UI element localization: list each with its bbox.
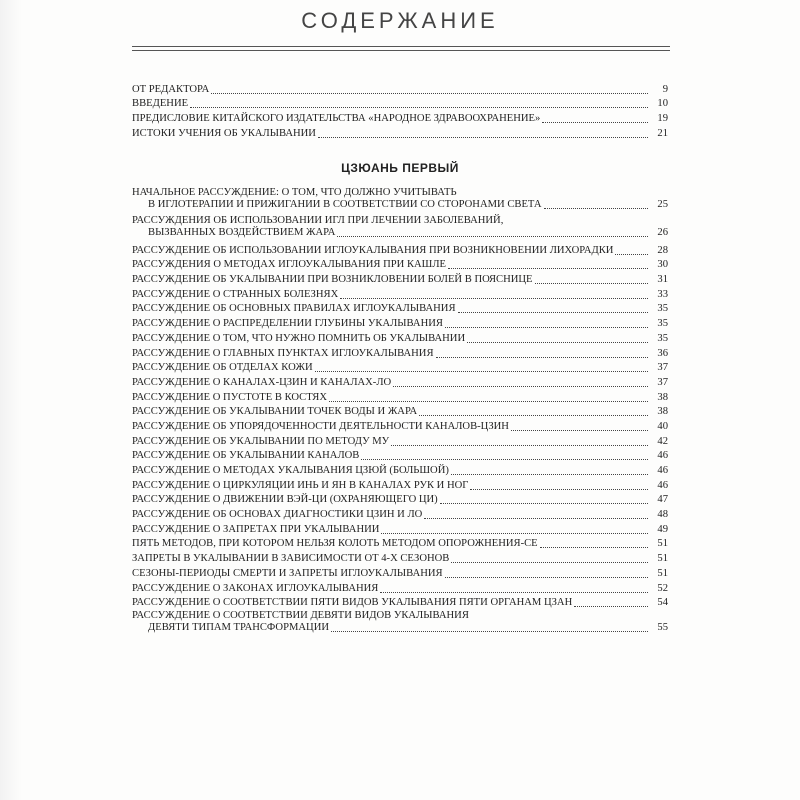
title-rule-bottom: [132, 50, 670, 51]
toc-page-number: 46: [657, 465, 668, 476]
toc-entry[interactable]: [132, 215, 668, 240]
toc-page-number: 21: [657, 127, 668, 139]
dot-leader: [445, 577, 648, 578]
dot-leader: [424, 518, 648, 519]
toc-page-number: 35: [657, 332, 668, 344]
toc-entry[interactable]: [132, 331, 668, 346]
entry-spacer: [132, 635, 668, 638]
toc-entry-title: ПЯТЬ МЕТОДОВ, ПРИ КОТОРОМ НЕЛЬЗЯ КОЛОТЬ МЕТОДОМ ОПОРОЖНЕНИЯ-СЕ: [132, 538, 538, 550]
toc-entry[interactable]: [132, 258, 668, 273]
toc-page-number: 33: [657, 288, 668, 300]
toc-entry[interactable]: [132, 126, 668, 141]
toc-entry-title-line1: РАССУЖДЕНИЕ О СООТВЕТСТВИИ ДЕВЯТИ ВИДОВ УКАЛЫВАНИЯ: [132, 610, 469, 622]
toc-entry[interactable]: [132, 405, 668, 420]
toc-entry-title: РАССУЖДЕНИЕ О РАСПРЕДЕЛЕНИИ ГЛУБИНЫ УКАЛЫВАНИЯ: [132, 318, 443, 330]
toc-intro-section: [132, 82, 668, 141]
dot-leader: [574, 606, 648, 607]
toc-entry[interactable]: [132, 243, 668, 258]
dot-leader: [391, 445, 648, 446]
toc-entry[interactable]: [132, 287, 668, 302]
toc-page-number: 49: [657, 523, 668, 535]
toc-page-number: 42: [657, 435, 668, 447]
dot-leader: [445, 327, 648, 328]
dot-leader: [211, 93, 648, 94]
dot-leader: [535, 283, 648, 284]
toc-entry-title: РАССУЖДЕНИЯ О МЕТОДАХ ИГЛОУКАЛЫВАНИЯ ПРИ КАШЛЕ: [132, 259, 446, 271]
toc-page-number: 51: [657, 538, 668, 550]
toc-page-number: 37: [657, 362, 668, 374]
toc-entry[interactable]: [132, 272, 668, 287]
toc-page-number: 54: [657, 597, 668, 609]
toc-page-number: 48: [657, 509, 668, 521]
toc-page-number: 9: [662, 83, 668, 95]
toc-entry-title: РАССУЖДЕНИЕ О ЗАПРЕТАХ ПРИ УКАЛЫВАНИИ: [132, 523, 380, 535]
toc-page-number: 19: [657, 113, 668, 125]
dot-leader: [544, 208, 648, 209]
toc-entry-title: ОТ РЕДАКТОРА: [132, 83, 210, 95]
toc-entry-title: РАССУЖДЕНИЕ О ТОМ, ЧТО НУЖНО ПОМНИТЬ ОБ УКАЛЫВАНИИ: [132, 332, 466, 344]
toc-page-number: 51: [657, 567, 668, 579]
toc-entry[interactable]: [132, 522, 668, 537]
toc-page-number: 51: [657, 553, 668, 565]
dot-leader: [337, 236, 648, 237]
toc-page-number: 36: [657, 347, 668, 359]
toc-entry-title: РАССУЖДЕНИЕ О ПУСТОТЕ В КОСТЯХ: [132, 391, 327, 403]
dot-leader: [448, 268, 648, 269]
toc-entry-title: ПРЕДИСЛОВИЕ КИТАЙСКОГО ИЗДАТЕЛЬСТВА «НАРОДНОЕ ЗДРАВООХРАНЕНИЕ»: [132, 113, 541, 125]
toc-entry[interactable]: [132, 537, 668, 552]
toc-entry[interactable]: [132, 478, 668, 493]
toc-entry-title: РАССУЖДЕНИЕ ОБ УКАЛЫВАНИИ КАНАЛОВ: [132, 450, 360, 462]
toc-entry-title: СЕЗОНЫ-ПЕРИОДЫ СМЕРТИ И ЗАПРЕТЫ ИГЛОУКАЛЫВАНИЯ: [132, 567, 443, 579]
toc-entry[interactable]: [132, 566, 668, 581]
dot-leader: [381, 533, 648, 534]
toc-page-number: 31: [657, 274, 668, 286]
toc-entry[interactable]: [132, 302, 668, 317]
toc-entry[interactable]: [132, 493, 668, 508]
toc-page-number: 28: [657, 244, 668, 256]
page-title: СОДЕРЖАНИЕ: [301, 8, 499, 33]
toc-page-number: 10: [657, 98, 668, 110]
toc-entry[interactable]: [132, 375, 668, 390]
dot-leader: [440, 503, 648, 504]
dot-leader: [331, 631, 648, 632]
toc-entry-continuation: [132, 227, 668, 240]
toc-entry-title: РАССУЖДЕНИЕ О КАНАЛАХ-ЦЗИН И КАНАЛАХ-ЛО: [132, 376, 392, 388]
dot-leader: [470, 489, 648, 490]
toc-page-number: 35: [657, 303, 668, 315]
toc-entry-title-line2: В ИГЛОТЕРАПИИ И ПРИЖИГАНИИ В СООТВЕТСТВИИ СО СТОРОНАМИ СВЕТА: [148, 199, 542, 210]
toc-entry-title: РАССУЖДЕНИЕ О ЦИРКУЛЯЦИИ ИНЬ И ЯН В КАНАЛАХ РУК И НОГ: [132, 479, 469, 491]
toc-entry-title: РАССУЖДЕНИЕ О ЗАКОНАХ ИГЛОУКАЛЫВАНИЯ: [132, 582, 379, 594]
toc-entry[interactable]: [132, 434, 668, 449]
toc-page-number: 37: [657, 376, 668, 388]
toc-entry[interactable]: [132, 390, 668, 405]
toc-entry[interactable]: [132, 419, 668, 434]
toc-entry-title-line2: ДЕВЯТИ ТИПАМ ТРАНСФОРМАЦИИ: [148, 622, 329, 634]
toc-entry[interactable]: [132, 610, 668, 635]
toc-entry[interactable]: [132, 581, 668, 596]
toc-page-number: 38: [657, 406, 668, 418]
toc-entry-title: РАССУЖДЕНИЕ ОБ ИСПОЛЬЗОВАНИИ ИГЛОУКАЛЫВАНИЯ ПРИ ВОЗНИКНОВЕНИИ ЛИХОРАДКИ: [132, 244, 614, 256]
toc-entry-title: РАССУЖДЕНИЕ О МЕТОДАХ УКАЛЫВАНИЯ ЦЗЮЙ (БОЛЬШОЙ): [132, 465, 449, 476]
toc-entry-title: РАССУЖДЕНИЕ ОБ ОТДЕЛАХ КОЖИ: [132, 362, 313, 374]
dot-leader: [419, 415, 648, 416]
toc-entry[interactable]: [132, 551, 668, 566]
toc-entry[interactable]: [132, 596, 668, 611]
dot-leader: [451, 562, 648, 563]
toc-entry-title: РАССУЖДЕНИЕ О ГЛАВНЫХ ПУНКТАХ ИГЛОУКАЛЫВАНИЯ: [132, 347, 434, 359]
dot-leader: [340, 298, 648, 299]
toc-page-number: 25: [657, 199, 668, 210]
toc-page-number: 46: [657, 450, 668, 462]
toc-entry-title: ИСТОКИ УЧЕНИЯ ОБ УКАЛЫВАНИИ: [132, 127, 316, 139]
toc-entry-continuation: [132, 622, 668, 635]
dot-leader: [436, 357, 648, 358]
dot-leader: [380, 592, 648, 593]
toc-entry[interactable]: [132, 361, 668, 376]
title-rule-top: [132, 46, 670, 47]
dot-leader: [615, 254, 648, 255]
toc-entry-title: РАССУЖДЕНИЕ О ДВИЖЕНИИ ВЭЙ-ЦИ (ОХРАНЯЮЩЕГО ЦИ): [132, 494, 438, 506]
toc-page-number: 35: [657, 318, 668, 330]
dot-leader: [511, 430, 648, 431]
toc-entry[interactable]: [132, 97, 668, 112]
dot-leader: [467, 342, 648, 343]
toc-entry-title: ВВЕДЕНИЕ: [132, 98, 189, 110]
toc-entry-title: РАССУЖДЕНИЕ О СООТВЕТСТВИИ ПЯТИ ВИДОВ УКАЛЫВАНИЯ ПЯТИ ОРГАНАМ ЦЗАН: [132, 597, 573, 609]
page-edge-shadow: [0, 0, 22, 800]
dot-leader: [318, 137, 648, 138]
dot-leader: [361, 459, 648, 460]
chapter-heading: ЦЗЮАНЬ ПЕРВЫЙ: [341, 161, 459, 175]
toc-entry-title: РАССУЖДЕНИЕ О СТРАННЫХ БОЛЕЗНЯХ: [132, 288, 339, 300]
toc-entry[interactable]: [132, 346, 668, 361]
dot-leader: [315, 371, 648, 372]
toc-entry-title: ЗАПРЕТЫ В УКАЛЫВАНИИ В ЗАВИСИМОСТИ ОТ 4-Х СЕЗОНОВ: [132, 553, 450, 565]
dot-leader: [542, 122, 648, 123]
toc-entry[interactable]: [132, 507, 668, 522]
toc-page-number: 46: [657, 479, 668, 491]
toc-page-number: 30: [657, 259, 668, 271]
toc-entry[interactable]: [132, 187, 668, 212]
toc-page-number: 55: [657, 622, 668, 634]
toc-page-number: 26: [657, 227, 668, 238]
toc-entry-continuation: [132, 199, 668, 212]
toc-entry-title: РАССУЖДЕНИЕ ОБ УКАЛЫВАНИИ ПРИ ВОЗНИКЛОВЕНИИ БОЛЕЙ В ПОЯСНИЦЕ: [132, 274, 533, 286]
toc-entry-title-line1: РАССУЖДЕНИЯ ОБ ИСПОЛЬЗОВАНИИ ИГЛ ПРИ ЛЕЧЕНИИ ЗАБОЛЕВАНИЙ,: [132, 215, 504, 226]
dot-leader: [451, 474, 648, 475]
toc-entry-title-line2: ВЫЗВАННЫХ ВОЗДЕЙСТВИЕМ ЖАРА: [148, 227, 336, 238]
toc-entry-title: РАССУЖДЕНИЕ ОБ ОСНОВАХ ДИАГНОСТИКИ ЦЗИН И ЛО: [132, 509, 423, 521]
toc-entry[interactable]: [132, 82, 668, 97]
dot-leader: [458, 312, 648, 313]
toc-entry-title: РАССУЖДЕНИЕ ОБ УКАЛЫВАНИИ ПО МЕТОДУ МУ: [132, 435, 390, 447]
toc-entry[interactable]: [132, 316, 668, 331]
toc-entry-title: РАССУЖДЕНИЕ ОБ ОСНОВНЫХ ПРАВИЛАХ ИГЛОУКАЛЫВАНИЯ: [132, 303, 456, 315]
toc-page-number: 38: [657, 391, 668, 403]
toc-entry[interactable]: [132, 463, 668, 478]
dot-leader: [393, 386, 648, 387]
toc-page-number: 52: [657, 582, 668, 594]
dot-leader: [190, 107, 648, 108]
toc-page-number: 47: [657, 494, 668, 506]
dot-leader: [329, 401, 648, 402]
toc-entry-title: РАССУЖДЕНИЕ ОБ УПОРЯДОЧЕННОСТИ ДЕЯТЕЛЬНОСТИ КАНАЛОВ-ЦЗИН: [132, 420, 509, 432]
dot-leader: [540, 547, 648, 548]
toc-entry[interactable]: [132, 111, 668, 126]
toc-entry[interactable]: [132, 449, 668, 464]
toc-page-number: 40: [657, 420, 668, 432]
toc-chapter-section: [132, 187, 668, 638]
toc-entry-title-line1: НАЧАЛЬНОЕ РАССУЖДЕНИЕ: О ТОМ, ЧТО ДОЛЖНО УЧИТЫВАТЬ: [132, 187, 457, 198]
toc-entry-title: РАССУЖДЕНИЕ ОБ УКАЛЫВАНИИ ТОЧЕК ВОДЫ И ЖАРА: [132, 406, 418, 418]
